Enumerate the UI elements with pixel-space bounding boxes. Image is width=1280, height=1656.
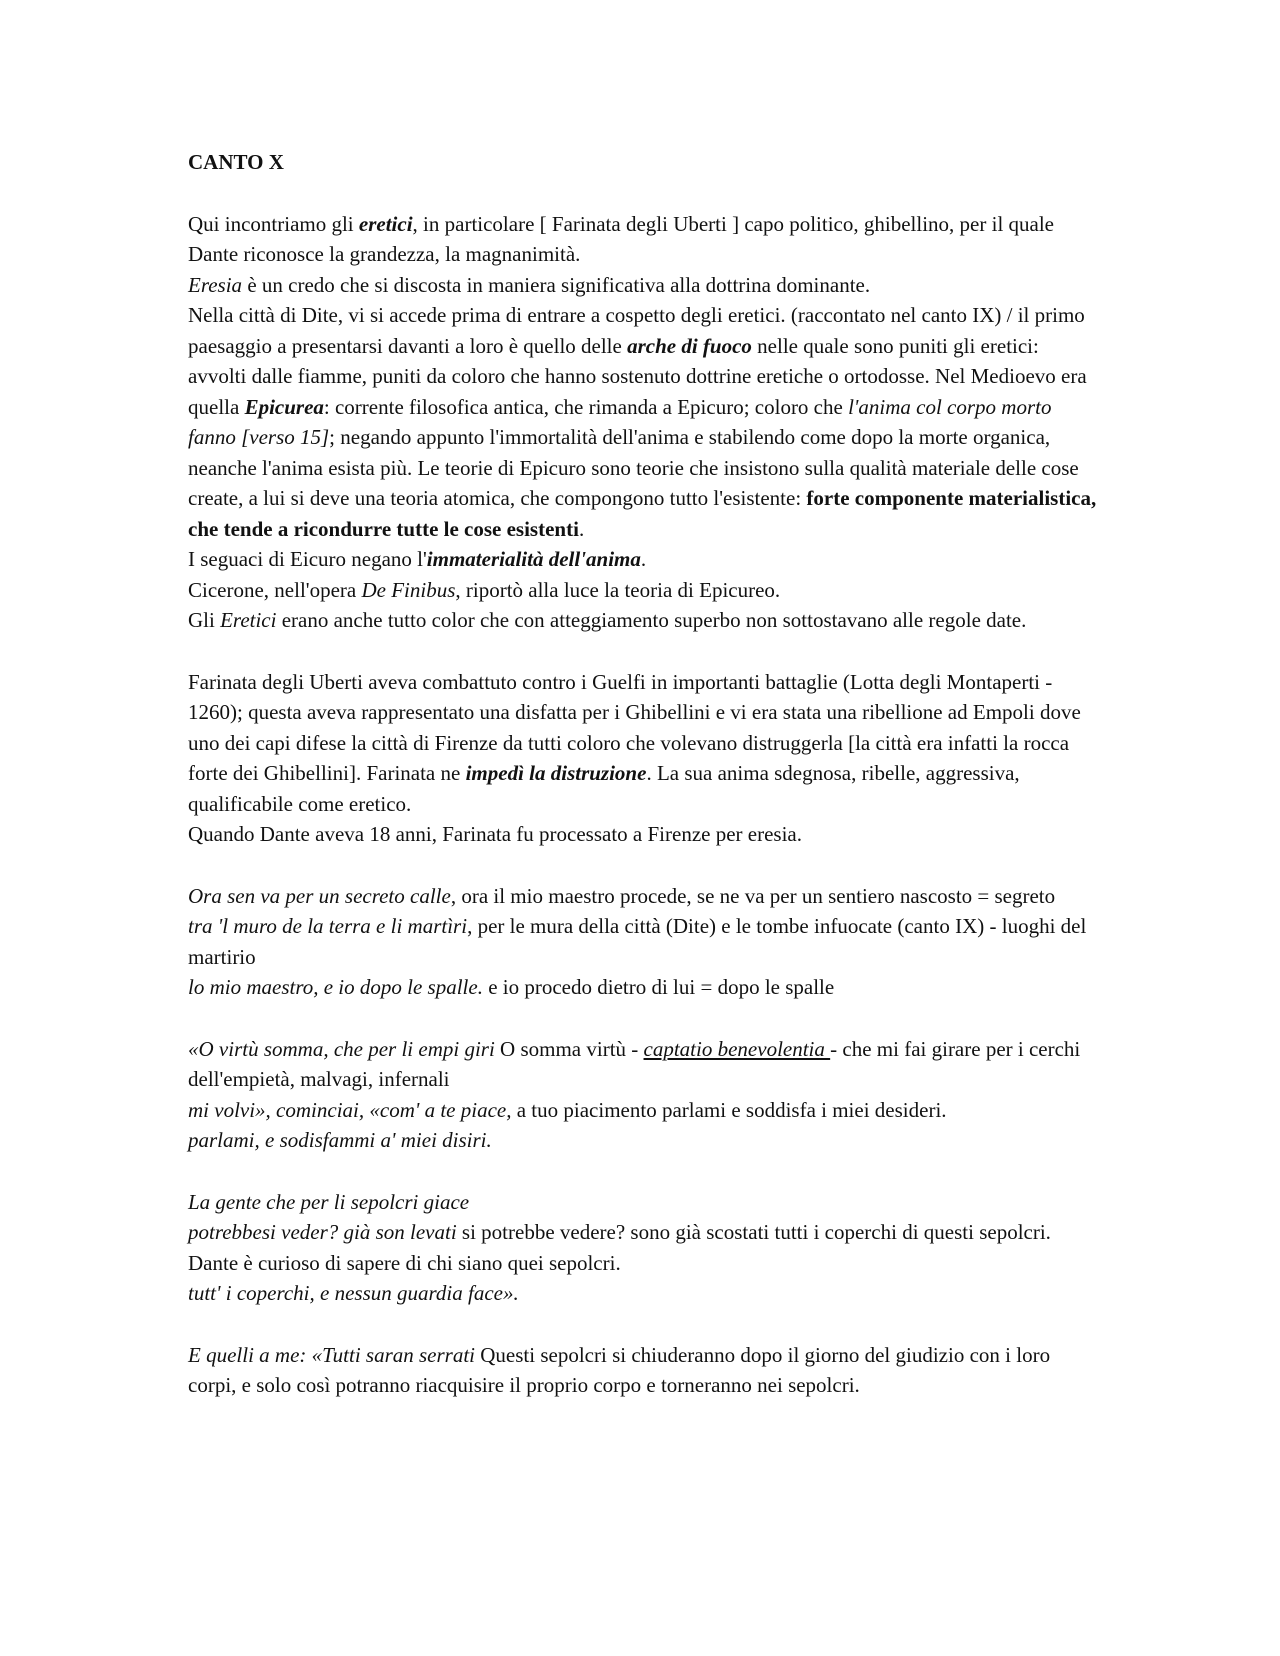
verse-line-9: tutt' i coperchi, e nessun guardia face». [188, 1281, 519, 1305]
document-title: CANTO X [188, 150, 284, 174]
paragraph-processo: Quando Dante aveva 18 anni, Farinata fu processato a Firenze per eresia. [188, 822, 802, 846]
verse-line-7: La gente che per li sepolcri giace [188, 1189, 470, 1214]
paragraph-gap [188, 1003, 1100, 1034]
verse-line-10: E quelli a me: «Tutti saran serrati Questi sepolcri si chiuderanno dopo il giorno del giudizio con i loro corpi, e solo così potranno riacquisire il proprio corpo e torneranno nei sepolcri. [188, 1342, 1051, 1397]
document-page [188, 147, 1100, 1401]
paragraph-gap [188, 850, 1100, 881]
verse-line-2: tra 'l muro de la terra e li martìri, per le mura della città (Dite) e le tombe infuocate (canto IX) - luoghi del martirio [188, 914, 1087, 969]
paragraph-farinata: Farinata degli Uberti aveva combattuto contro i Guelfi in importanti battaglie (Lotta degli Montaperti - 1260); questa aveva rappresentato una disfatta per i Ghibellini e vi era stata una ribellione ad Empoli dove uno dei capi difese la città di Firenze da tutti coloro che volevano distruggerla [la città era infatti la rocca forte dei Ghibellini]. Farinata ne impedì la distruzione. La sua anima sdegnosa, ribelle, aggressiva, qualificabile come eretico. [188, 669, 1081, 816]
paragraph-cicerone: Cicerone, nell'opera De Finibus, riportò alla luce la teoria di Epicureo. [188, 577, 781, 602]
verse-line-5: mi volvi», cominciai, «com' a te piace, a tuo piacimento parlami e soddisfa i miei desideri. [188, 1097, 947, 1122]
paragraph-dite: Nella città di Dite, vi si accede prima di entrare a cospetto degli eretici. (raccontato nel canto IX) / il primo paesaggio a presentarsi davanti a loro è quello delle arche di fuoco nelle quale sono puniti gli eretici: avvolti dalle fiamme, puniti da coloro che hanno sostenuto dottrine eretiche o ortodosse. Nel Medioevo era quella Epicurea: corrente filosofica antica, che rimanda a Epicuro; coloro che l'anima col corpo morto fanno [verso 15]; negando appunto l'immortalità dell'anima e stabilendo come dopo la morte organica, neanche l'anima esista più. Le teorie di Epicuro sono teorie che insistono sulla qualità materiale delle cose create, a lui si deve una teoria atomica, che compongono tutto l'esistente: forte componente materialistica, che tende a ricondurre tutte le cose esistenti. [188, 303, 1097, 541]
paragraph-seguaci: I seguaci di Eicuro negano l'immaterialità dell'anima. [188, 547, 647, 571]
paragraph-gap [188, 1156, 1100, 1187]
paragraph-gap [188, 636, 1100, 667]
paragraph-gap [188, 1309, 1100, 1340]
verse-line-3: lo mio maestro, e io dopo le spalle. e io procedo dietro di lui = dopo le spalle [188, 975, 835, 999]
verse-line-1: Ora sen va per un secreto calle, ora il mio maestro procede, se ne va per un sentiero nascosto = segreto [188, 883, 1056, 908]
paragraph-eretici: Gli Eretici erano anche tutto color che con atteggiamento superbo non sottostavano alle regole date. [188, 608, 1027, 632]
verse-line-8: potrebbesi veder? già son levati si potrebbe vedere? sono già scostati tutti i coperchi di questi sepolcri. Dante è curioso di sapere di chi siano quei sepolcri. [188, 1220, 1051, 1275]
verse-line-4: «O virtù somma, che per li empi giri O somma virtù - captatio benevolentia - che mi fai girare per i cerchi dell'empietà, malvagi, infernali [188, 1036, 1081, 1091]
paragraph-intro: Qui incontriamo gli eretici, in particolare [ Farinata degli Uberti ] capo politico, ghibellino, per il quale Dante riconosce la grandezza, la magnanimità. [188, 211, 1055, 266]
paragraph-eresia: Eresia è un credo che si discosta in maniera significativa alla dottrina dominante. [188, 272, 871, 297]
verse-line-6: parlami, e sodisfammi a' miei disiri. [188, 1128, 492, 1152]
